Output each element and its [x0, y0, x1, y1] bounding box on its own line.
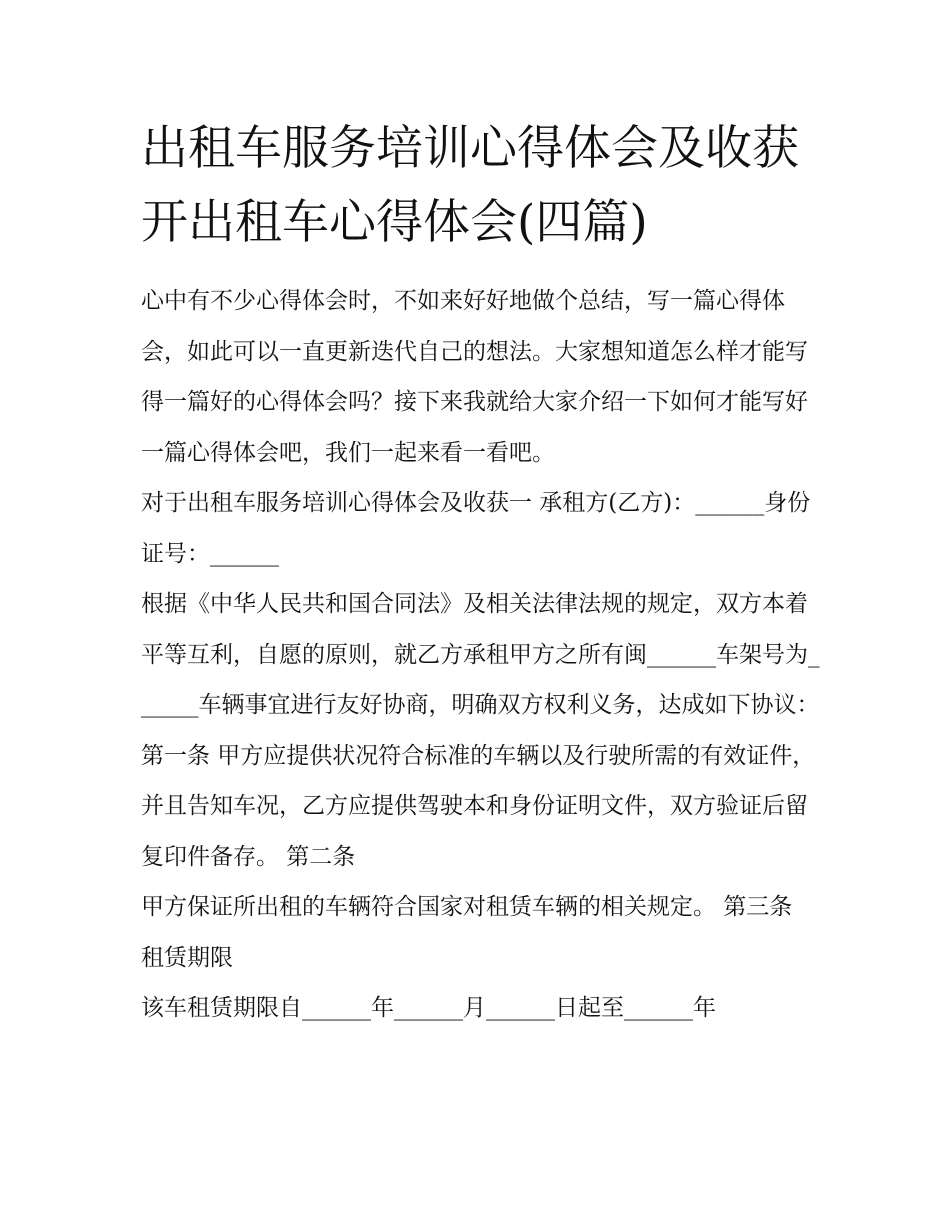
paragraph-article-2: 甲方保证所出租的车辆符合国家对租赁车辆的相关规定。 第三条 租赁期限: [141, 894, 793, 971]
paragraph-lease-term: 该车租赁期限自______年______月______日起至______年: [141, 995, 716, 1021]
document-title: 出租车服务培训心得体会及收获 开出租车心得体会(四篇): [141, 121, 799, 250]
paragraph-legal-basis: 根据《中华人民共和国合同法》及相关法律法规的规定，双方本着平等互利，自愿的原则，就乙方承租甲方之所有闽______车架号为______车辆事宜进行友好协商，明确双方权利义务，达成如下协议：: [141, 591, 820, 718]
paragraph-intro: 心中有不少心得体会时，不如来好好地做个总结，写一篇心得体会，如此可以一直更新迭代自己的想法。大家想知道怎么样才能写得一篇好的心得体会吗？接下来我就给大家介绍一下如何才能写好一篇心得体会吧，我们一起来看一看吧。: [141, 288, 808, 466]
document-body: [141, 276, 821, 1034]
paragraph-article-1: 第一条 甲方应提供状况符合标准的车辆以及行驶所需的有效证件，并且告知车况，乙方应提供驾驶本和身份证明文件，双方验证后留复印件备存。 第二条: [141, 742, 816, 870]
paragraph-lessee-info: 对于出租车服务培训心得体会及收获一 承租方(乙方)：______身份证号：______: [141, 490, 811, 567]
